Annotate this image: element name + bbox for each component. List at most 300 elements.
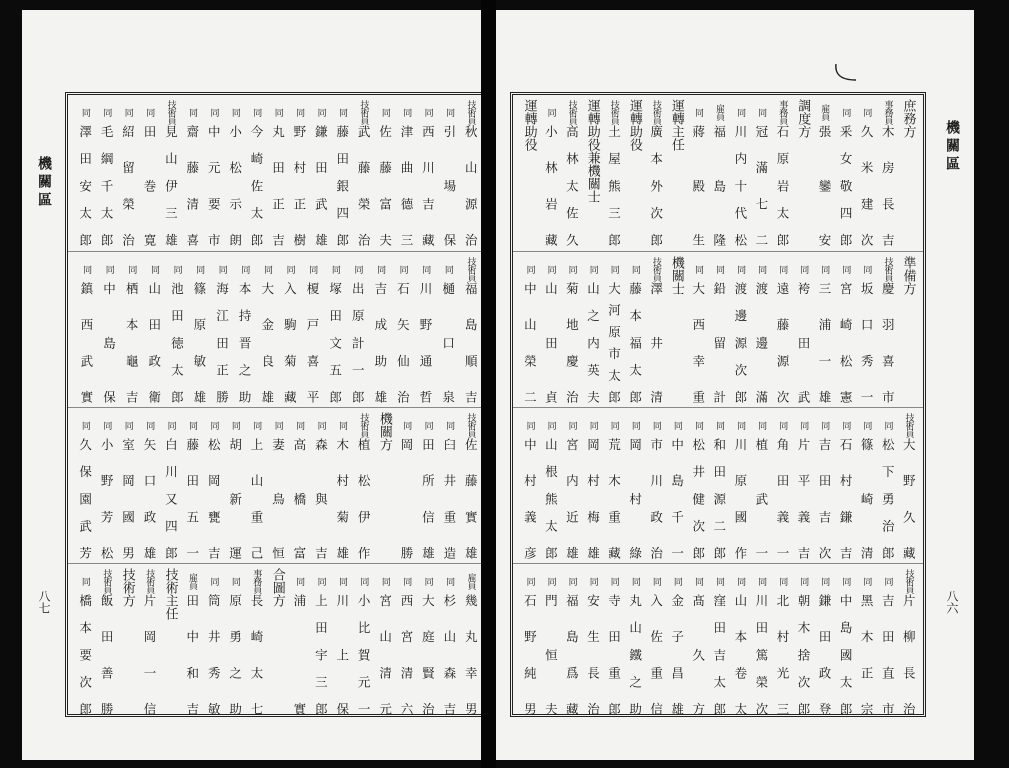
entry-role: 同 (420, 265, 431, 273)
section-title: 合圖方 (269, 568, 285, 607)
entry-name: 紹留榮治 (120, 125, 136, 247)
entry-role: 同 (165, 421, 176, 429)
roster-entry (793, 256, 813, 404)
entry-name: 筒井秀敏 (206, 594, 222, 716)
entry-role: 同 (122, 421, 133, 429)
entry-name: 妻鳥恒 (270, 438, 286, 560)
entry-role: 技術員 (165, 100, 176, 124)
entry-name: 金子昌雄 (669, 594, 685, 716)
entry-role: 事務員 (251, 569, 262, 593)
entry-role: 同 (714, 577, 725, 585)
roster-entry (139, 568, 159, 716)
entry-role: 同 (272, 421, 283, 429)
roster-entry (519, 412, 539, 560)
entry-name: 橋本要次郎 (77, 594, 93, 716)
entry-name: 張鑾安 (817, 125, 833, 247)
entry-role: 同 (798, 421, 809, 429)
entry-role: 同 (144, 108, 155, 116)
entry-role: 同 (861, 108, 872, 116)
entry-name: 中島千一 (669, 438, 685, 560)
roster-entry (310, 99, 330, 247)
entry-role: 同 (444, 577, 455, 585)
entry-role: 同 (861, 265, 872, 273)
entry-role: 同 (229, 108, 240, 116)
entry-role: 同 (756, 108, 767, 116)
entry-name: 菊地慶治 (564, 282, 580, 404)
entry-name: 小林岩藏 (543, 125, 559, 247)
roster-entry (324, 256, 344, 404)
entry-name: 慶羽喜市 (880, 282, 896, 404)
section-title: 運轉助役 (521, 99, 537, 151)
entry-name: 藤田銀四郎 (334, 125, 350, 247)
roster-entry (624, 412, 644, 560)
entry-role: 同 (650, 577, 661, 585)
entry-name: 齋藤清喜 (184, 125, 200, 247)
section-heading (582, 99, 602, 247)
entry-role: 同 (307, 265, 318, 273)
roster-entry (74, 568, 94, 716)
entry-role: 同 (379, 577, 390, 585)
roster-entry (856, 568, 876, 716)
entry-role: 技術員 (465, 257, 476, 281)
entry-name: 海江田正勝 (214, 282, 230, 404)
roster-entry (814, 99, 834, 247)
folio-left: 八七 (37, 590, 51, 614)
entry-name: 松岡甕吉 (206, 438, 222, 560)
roster-entry (460, 256, 480, 404)
roster-entry (117, 412, 137, 560)
entry-role: 同 (216, 265, 227, 273)
entry-role: 技術員 (650, 257, 661, 281)
entry-name: 松井健次郎 (690, 438, 706, 560)
entry-name: 土屋熊三郎 (606, 125, 622, 247)
entry-name: 秋山源治 (463, 125, 479, 247)
roster-entry (396, 99, 416, 247)
entry-name: 鎌田政登 (817, 594, 833, 716)
entry-role: 同 (608, 577, 619, 585)
section-title: 技術主任 (162, 568, 178, 620)
entry-role: 技術員 (608, 100, 619, 124)
roster-entry (182, 99, 202, 247)
entry-name: 藤田五一 (184, 438, 200, 560)
entry-name: 福島爲藏 (564, 594, 580, 716)
entry-role: 技術員 (566, 100, 577, 124)
entry-name: 福島順吉 (463, 282, 479, 404)
entry-name: 福島隆 (711, 125, 727, 247)
roster-entry (730, 568, 750, 716)
entry-name: 武藤榮治 (356, 125, 372, 247)
entry-role: 同 (587, 577, 598, 585)
roster-entry (751, 568, 771, 716)
entry-role: 同 (444, 421, 455, 429)
roster-entry (460, 412, 480, 560)
entry-role: 同 (671, 577, 682, 585)
roster-entry (561, 568, 581, 716)
entry-name: 丸田正吉 (270, 125, 286, 247)
entry-name: 山田政衛 (146, 282, 162, 404)
section-heading (666, 99, 686, 247)
entry-role: 同 (444, 108, 455, 116)
entry-name: 久米建次 (859, 125, 875, 247)
roster-entry (310, 412, 330, 560)
entry-name: 原勇之助 (227, 594, 243, 716)
roster-entry (751, 412, 771, 560)
roster-entry (246, 568, 266, 716)
entry-role: 同 (294, 421, 305, 429)
entry-role: 同 (81, 265, 92, 273)
roster-band (68, 563, 481, 720)
entry-role: 事務員 (777, 100, 788, 124)
entry-name: 三浦一雄 (817, 282, 833, 404)
entry-role: 技術員 (144, 569, 155, 593)
roster-entry (76, 256, 96, 404)
entry-name: 大野久藏 (901, 438, 917, 560)
entry-role: 同 (272, 108, 283, 116)
roster-entry (645, 256, 665, 404)
section-heading (793, 99, 813, 247)
entry-role: 同 (79, 108, 90, 116)
roster-entry (203, 412, 223, 560)
roster-entry (772, 256, 792, 404)
entry-name: 遠藤源次 (774, 282, 790, 404)
roster-entry (687, 412, 707, 560)
entry-role: 同 (524, 265, 535, 273)
roster-entry (877, 568, 897, 716)
entry-name: 和田源二郎 (711, 438, 727, 560)
entry-name: 田巻寛 (141, 125, 157, 247)
roster-entry (772, 99, 792, 247)
entry-role: 同 (545, 265, 556, 273)
entry-role: 同 (336, 108, 347, 116)
roster-entry (603, 568, 623, 716)
entry-role: 同 (126, 265, 137, 273)
roster-entry (353, 568, 373, 716)
roster-entry (603, 412, 623, 560)
roster-band (513, 95, 923, 251)
entry-name: 岡村綠 (627, 438, 643, 560)
entry-role: 同 (336, 577, 347, 585)
roster-entry (877, 256, 897, 404)
entry-role: 同 (229, 421, 240, 429)
entry-name: 寺田重郎 (606, 594, 622, 716)
entry-name: 朝木捨次郎 (796, 594, 811, 716)
entry-role: 同 (840, 577, 851, 585)
entry-name: 石矢仙治 (395, 282, 411, 404)
roster-entry (751, 99, 771, 247)
entry-role: 同 (882, 577, 893, 585)
entry-name: 中山榮二 (522, 282, 538, 404)
roster-entry (540, 256, 560, 404)
section-title: 庶務方 (900, 99, 916, 138)
entry-role: 同 (545, 577, 556, 585)
entry-name: 篠崎清 (859, 438, 875, 560)
right-page (496, 10, 974, 760)
roster-entry (814, 256, 834, 404)
roster-entry (582, 568, 602, 716)
running-head-right: 機關區 (944, 120, 960, 174)
entry-role: 同 (629, 265, 640, 273)
entry-role: 同 (650, 421, 661, 429)
roster-entry (519, 256, 539, 404)
roster-entry (709, 412, 729, 560)
roster-frame-left (65, 92, 481, 717)
entry-role: 同 (262, 265, 272, 273)
entry-name: 森與吉 (313, 438, 329, 560)
entry-name: 鉛留計 (711, 282, 727, 404)
roster-entry (582, 412, 602, 560)
entry-name: 入佐重信 (648, 594, 664, 716)
roster-entry (460, 99, 480, 247)
entry-role: 同 (294, 108, 305, 116)
entry-name: 臼井重造 (441, 438, 457, 560)
roster-band (513, 563, 923, 720)
entry-name: 飯田善勝 (99, 594, 115, 716)
section-title: 運轉助役 (626, 99, 642, 151)
roster-entry (730, 412, 750, 560)
entry-name: 渡邊源次郎 (732, 282, 748, 404)
entry-name: 佐藤富夫 (377, 125, 393, 247)
entry-role: 同 (352, 265, 363, 273)
roster-entry (347, 256, 367, 404)
entry-role: 同 (294, 577, 305, 585)
entry-role: 同 (798, 577, 809, 585)
roster-entry (331, 412, 351, 560)
roster-entry (877, 99, 897, 247)
entry-role: 同 (315, 421, 326, 429)
entry-name: 本持晋之助 (237, 282, 253, 404)
entry-name: 胡新運 (227, 438, 243, 560)
entry-role: 同 (379, 108, 390, 116)
pencil-mark (832, 62, 862, 86)
entry-name: 川野通哲 (418, 282, 434, 404)
entry-role: 同 (194, 265, 205, 273)
roster-entry (561, 256, 581, 404)
entry-name: 大河原市太郎 (606, 282, 622, 404)
entry-name: 山之内英夫 (585, 282, 601, 404)
entry-role: 技術員 (903, 569, 914, 593)
roster-entry (117, 99, 137, 247)
roster-entry (772, 412, 792, 560)
roster-entry (267, 412, 287, 560)
entry-name: 渡邊滿 (753, 282, 769, 404)
entry-name: 榎戸喜平 (304, 282, 320, 404)
entry-name: 吉田直市 (880, 594, 896, 716)
roster-entry (835, 99, 855, 247)
entry-name: 市川政治 (648, 438, 664, 560)
roster-entry (814, 412, 834, 560)
entry-name: 片柳長治 (901, 594, 917, 716)
entry-name: 山根熊太郎 (543, 438, 559, 560)
entry-role: 雇員 (714, 104, 725, 120)
section-heading (519, 99, 539, 247)
entry-name: 中島國太郎 (838, 594, 854, 716)
roster-entry (877, 412, 897, 560)
roster-entry (211, 256, 231, 404)
roster-band (513, 251, 923, 408)
entry-name: 冠滿七二 (753, 125, 769, 247)
section-title: 機關士 (668, 256, 684, 295)
entry-name: 川原國作 (732, 438, 748, 560)
entry-name: 西川吉藏 (420, 125, 436, 247)
entry-name: 山本卷太 (732, 594, 748, 716)
roster-entry (289, 568, 309, 716)
roster-entry (835, 568, 855, 716)
entry-name: 池田徳太郎 (169, 282, 185, 404)
roster-band (68, 407, 481, 564)
entry-role: 同 (422, 421, 433, 429)
entry-role: 同 (566, 265, 577, 273)
entry-role: 同 (735, 421, 746, 429)
entry-name: 上山重己 (249, 438, 265, 560)
entry-name: 鎌田武雄 (313, 125, 329, 247)
book-spine (481, 0, 496, 768)
entry-role: 事務員 (882, 100, 893, 124)
roster-entry (353, 412, 373, 560)
roster-entry (561, 99, 581, 247)
roster-entry (189, 256, 209, 404)
roster-entry (519, 568, 539, 716)
entry-name: 宮内近雄 (564, 438, 580, 560)
entry-role: 同 (101, 108, 112, 116)
entry-role: 同 (148, 265, 159, 273)
entry-name: 木村菊雄 (334, 438, 350, 560)
roster-entry (331, 99, 351, 247)
entry-role: 同 (101, 421, 112, 429)
entry-role: 同 (251, 421, 262, 429)
entry-name: 幾丸幸男 (463, 594, 479, 716)
entry-role: 同 (629, 577, 640, 585)
section-title: 技術方 (119, 568, 135, 607)
roster-entry (139, 412, 159, 560)
entry-role: 同 (671, 421, 682, 429)
roster-entry (645, 412, 665, 560)
roster-entry (666, 412, 686, 560)
entry-role: 同 (122, 108, 133, 116)
entry-role: 同 (442, 265, 453, 273)
roster-entry (460, 568, 480, 716)
roster-entry (835, 412, 855, 560)
entry-name: 小松示朗 (227, 125, 243, 247)
entry-role: 同 (422, 108, 433, 116)
roster-entry (772, 568, 792, 716)
entry-name: 門恒夫 (543, 594, 559, 716)
roster-entry (160, 412, 180, 560)
roster-entry (370, 256, 390, 404)
entry-role: 同 (777, 421, 788, 429)
entry-role: 同 (208, 108, 219, 116)
entry-role: 同 (882, 421, 893, 429)
entry-name: 白川又四郎 (163, 438, 179, 560)
entry-name: 澤井清 (648, 282, 664, 404)
section-heading (666, 256, 686, 404)
entry-role: 同 (187, 108, 198, 116)
entry-role: 技術員 (101, 569, 112, 593)
entry-role: 同 (798, 265, 809, 273)
entry-role: 技術員 (465, 100, 476, 124)
entry-name: 杉山森吉 (441, 594, 457, 716)
roster-entry (182, 568, 202, 716)
entry-name: 中元要市 (206, 125, 222, 247)
entry-role: 同 (545, 421, 556, 429)
roster-frame-right (510, 92, 926, 717)
section-title: 準備方 (900, 256, 916, 295)
roster-entry (666, 568, 686, 716)
entry-role: 技術員 (650, 100, 661, 124)
entry-role: 同 (315, 108, 326, 116)
entry-name: 鎮西武實 (78, 282, 94, 404)
roster-entry (709, 568, 729, 716)
roster-entry (687, 568, 707, 716)
entry-role: 同 (144, 421, 155, 429)
roster-entry (289, 99, 309, 247)
roster-entry (96, 99, 116, 247)
entry-role: 同 (284, 265, 295, 273)
entry-name: 岡勝 (399, 438, 414, 560)
section-title: 運轉助役兼機關士 (584, 99, 600, 203)
section-heading (624, 99, 644, 247)
roster-entry (246, 412, 266, 560)
entry-role: 同 (208, 421, 219, 429)
entry-name: 今崎佐太郎 (249, 125, 265, 247)
roster-entry (396, 568, 416, 716)
entry-role: 同 (735, 577, 746, 585)
entry-role: 同 (545, 108, 556, 116)
roster-entry (224, 412, 244, 560)
entry-name: 大金良雄 (259, 282, 275, 404)
entry-name: 北村光三 (774, 594, 790, 716)
roster-entry (289, 412, 309, 560)
entry-name: 川上保 (334, 594, 350, 716)
entry-role: 同 (79, 421, 90, 429)
section-heading (117, 568, 137, 716)
entry-role: 同 (524, 421, 535, 429)
roster-entry (392, 256, 412, 404)
entry-role: 同 (401, 108, 412, 116)
entry-name: 石野純男 (522, 594, 538, 716)
entry-name: 川内十代松 (732, 125, 748, 247)
entry-name: 岡村梅雄 (585, 438, 601, 560)
entry-role: 同 (103, 265, 114, 273)
entry-name: 篠原敏雄 (191, 282, 207, 404)
entry-role: 同 (735, 108, 746, 116)
entry-role: 雇員 (465, 573, 476, 589)
entry-role: 同 (756, 421, 767, 429)
entry-name: 澤田安太郎 (77, 125, 93, 247)
roster-entry (121, 256, 141, 404)
entry-name: 西宮清六 (399, 594, 414, 716)
entry-role: 同 (401, 577, 412, 585)
roster-entry (687, 99, 707, 247)
roster-entry (603, 99, 623, 247)
entry-name: 丸山鐵之助 (627, 594, 643, 716)
roster-band (513, 407, 923, 564)
roster-entry (74, 412, 94, 560)
entry-role: 同 (229, 577, 240, 585)
entry-role: 同 (861, 421, 872, 429)
roster-entry (182, 412, 202, 560)
entry-name: 宮崎松憲 (838, 282, 854, 404)
roster-entry (603, 256, 623, 404)
entry-name: 吉田吉次 (817, 438, 833, 560)
entry-name: 安生長治 (585, 594, 601, 716)
roster-entry (302, 256, 322, 404)
entry-role: 同 (397, 265, 408, 273)
entry-name: 入駒菊藏 (282, 282, 298, 404)
roster-entry (331, 568, 351, 716)
entry-role: 技術員 (465, 413, 476, 437)
roster-entry (437, 256, 457, 404)
entry-role: 同 (819, 265, 830, 273)
